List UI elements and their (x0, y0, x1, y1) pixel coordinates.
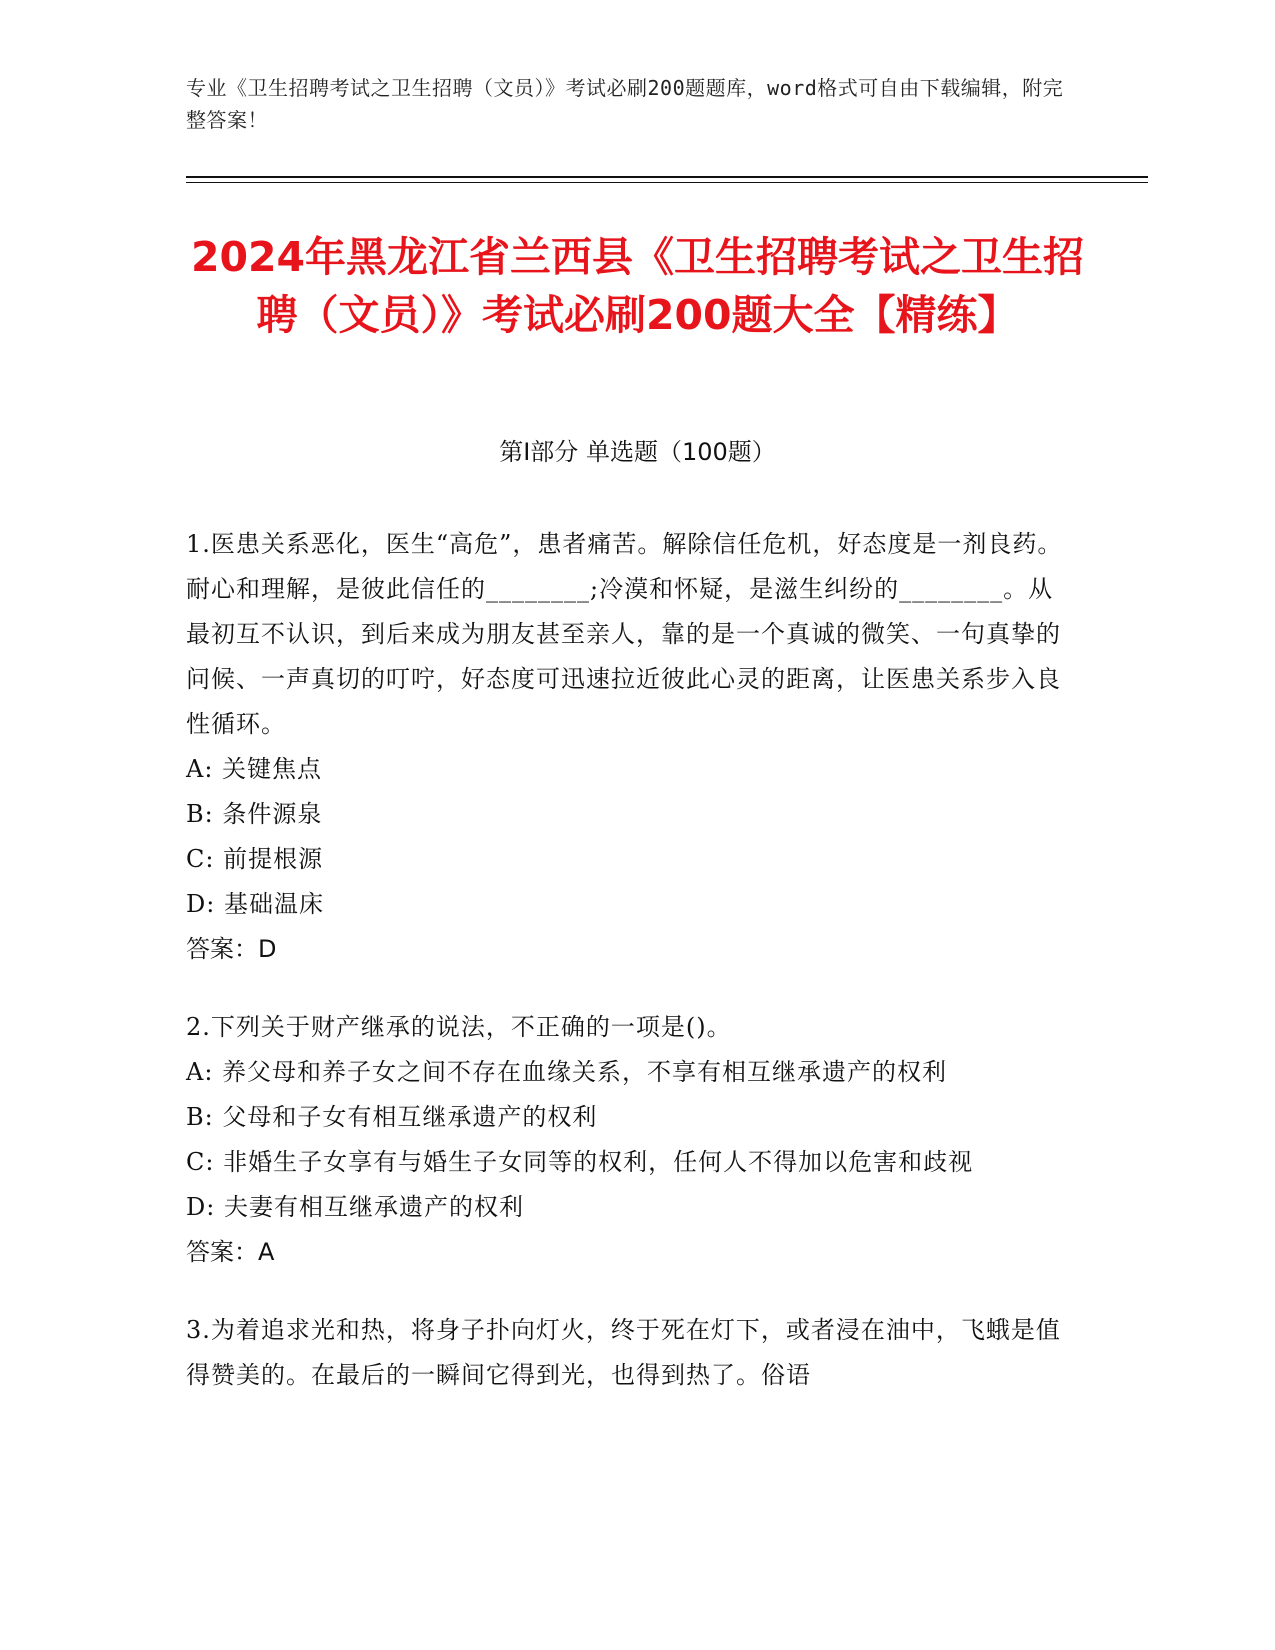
answer: 答案：D (186, 935, 277, 963)
option-d: D: 夫妻有相互继承遗产的权利 (186, 1193, 524, 1221)
question-stem: 2.下列关于财产继承的说法，不正确的一项是()。 (186, 1013, 732, 1041)
option-d: D: 基础温床 (186, 890, 324, 918)
option-a: A: 关键焦点 (186, 755, 323, 783)
section-heading: 第I部分 单选题（100题） (499, 438, 776, 466)
question-stem: 3.为着追求光和热，将身子扑向灯火，终于死在灯下，或者浸在油中，飞蛾是值得赞美的。在最后的一瞬间它得到光，也得到热了。俗语 (186, 1316, 1061, 1389)
question-1 (186, 522, 1066, 972)
option-c: C: 前提根源 (186, 845, 324, 873)
header-rule-thick (186, 176, 1148, 178)
question-3 (186, 1308, 1066, 1398)
question-stem: 1.医患关系恶化，医生“高危”，患者痛苦。解除信任危机，好态度是一剂良药。耐心和理解，是彼此信任的________;冷漠和怀疑，是滋生纠纷的________。从最初互不认识，到后来成为朋友甚至亲人，靠的是一个真诚的微笑、一句真挚的问候、一声真切的叮咛，好态度可迅速拉近彼此心灵的距离，让医患关系步入良性循环。 (186, 530, 1063, 738)
option-b: B: 父母和子女有相互继承遗产的权利 (186, 1103, 598, 1131)
header-rule-thin (186, 182, 1148, 183)
option-c: C: 非婚生子女享有与婚生子女同等的权利，任何人不得加以危害和歧视 (186, 1148, 974, 1176)
question-list (186, 522, 1066, 1431)
header-note: 专业《卫生招聘考试之卫生招聘（文员）》考试必刷200题题库，word格式可自由下载编辑，附完整答案！ (186, 76, 1064, 132)
answer: 答案：A (186, 1238, 275, 1266)
option-a: A: 养父母和养子女之间不存在血缘关系，不享有相互继承遗产的权利 (186, 1058, 948, 1086)
option-b: B: 条件源泉 (186, 800, 323, 828)
question-2 (186, 1005, 1066, 1275)
document-title: 2024年黑龙江省兰西县《卫生招聘考试之卫生招聘（文员）》考试必刷200题大全【精练】 (190, 233, 1085, 339)
